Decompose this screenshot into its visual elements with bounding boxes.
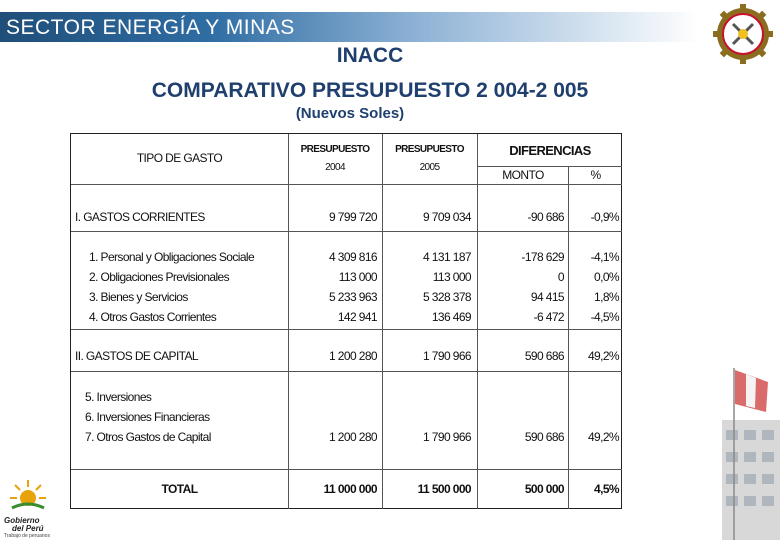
item-4-monto: -6 472 [533, 310, 564, 324]
item-1-monto: -178 629 [521, 250, 564, 264]
total-2005: 11 500 000 [417, 482, 471, 496]
item-4-pct: -4,5% [590, 310, 619, 324]
row-capital-2004: 1 200 280 [329, 349, 377, 363]
row-capital-pct: 49,2% [587, 349, 619, 363]
item-2-pct: 0,0% [594, 270, 619, 284]
item-2-2004: 113 000 [338, 270, 377, 284]
header-pct: % [590, 168, 601, 182]
header-presupuesto-2004: PRESUPUESTO [300, 144, 370, 155]
header-year-2004: 2004 [325, 162, 345, 173]
gobierno-text-2: del Perú [12, 524, 44, 533]
item-7-label: 7. Otros Gastos de Capital [85, 430, 211, 444]
item-7-2004: 1 200 280 [329, 430, 377, 444]
currency-note: (Nuevos Soles) [295, 105, 405, 122]
item-3-2005: 5 328 378 [423, 290, 471, 304]
gobierno-tagline: Trabajo de peruanos [4, 533, 50, 539]
header-year-2005: 2005 [419, 162, 440, 173]
total-label: TOTAL [161, 482, 198, 496]
budget-table [70, 133, 622, 509]
row-corrientes-2005: 9 709 034 [423, 210, 471, 224]
header-tipo: TIPO DE GASTO [136, 151, 223, 165]
total-pct: 4,5% [594, 482, 619, 496]
row-capital-monto: 590 686 [524, 349, 564, 363]
row-capital-label: II. GASTOS DE CAPITAL [75, 349, 198, 363]
item-4-label: 4. Otros Gastos Corrientes [89, 310, 217, 324]
item-1-pct: -4,1% [590, 250, 619, 264]
item-1-2005: 4 131 187 [423, 250, 471, 264]
item-4-2004: 142 941 [337, 310, 377, 324]
item-3-pct: 1,8% [594, 290, 619, 304]
gobierno-logo [4, 478, 60, 539]
item-5-label: 5. Inversiones [85, 390, 152, 404]
page-title: INACC [336, 44, 404, 67]
row-capital-2005: 1 790 966 [423, 349, 471, 363]
item-6-label: 6. Inversiones Financieras [85, 410, 210, 424]
item-2-label: 2. Obligaciones Previsionales [89, 270, 230, 284]
item-7-monto: 590 686 [524, 430, 564, 444]
item-7-pct: 49,2% [587, 430, 619, 444]
ministry-emblem-icon [713, 4, 773, 64]
item-2-2005: 113 000 [432, 270, 471, 284]
row-corrientes-monto: -90 686 [527, 210, 564, 224]
sun-icon [8, 478, 48, 512]
row-corrientes-label: I. GASTOS CORRIENTES [75, 210, 205, 224]
item-3-monto: 94 415 [530, 290, 564, 304]
page-subtitle: COMPARATIVO PRESUPUESTO 2 004-2 005 [151, 79, 589, 102]
item-1-2004: 4 309 816 [329, 250, 377, 264]
header-diferencias: DIFERENCIAS [509, 143, 591, 158]
item-4-2005: 136 469 [431, 310, 471, 324]
header-monto: MONTO [502, 168, 544, 182]
item-7-2005: 1 790 966 [423, 430, 471, 444]
row-corrientes-2004: 9 799 720 [329, 210, 377, 224]
item-1-label: 1. Personal y Obligaciones Sociale [89, 250, 255, 264]
sector-title: SECTOR ENERGÍA Y MINAS [6, 16, 295, 39]
total-2004: 11 000 000 [323, 482, 377, 496]
row-corrientes-pct: -0,9% [590, 210, 619, 224]
item-3-label: 3. Bienes y Servicios [89, 290, 188, 304]
item-3-2004: 5 233 963 [329, 290, 377, 304]
gobierno-text-1: Gobierno [4, 516, 40, 525]
total-monto: 500 000 [524, 482, 564, 496]
item-2-monto: 0 [557, 270, 564, 284]
header-presupuesto-2005: PRESUPUESTO [395, 144, 464, 155]
building-photo [708, 360, 780, 540]
